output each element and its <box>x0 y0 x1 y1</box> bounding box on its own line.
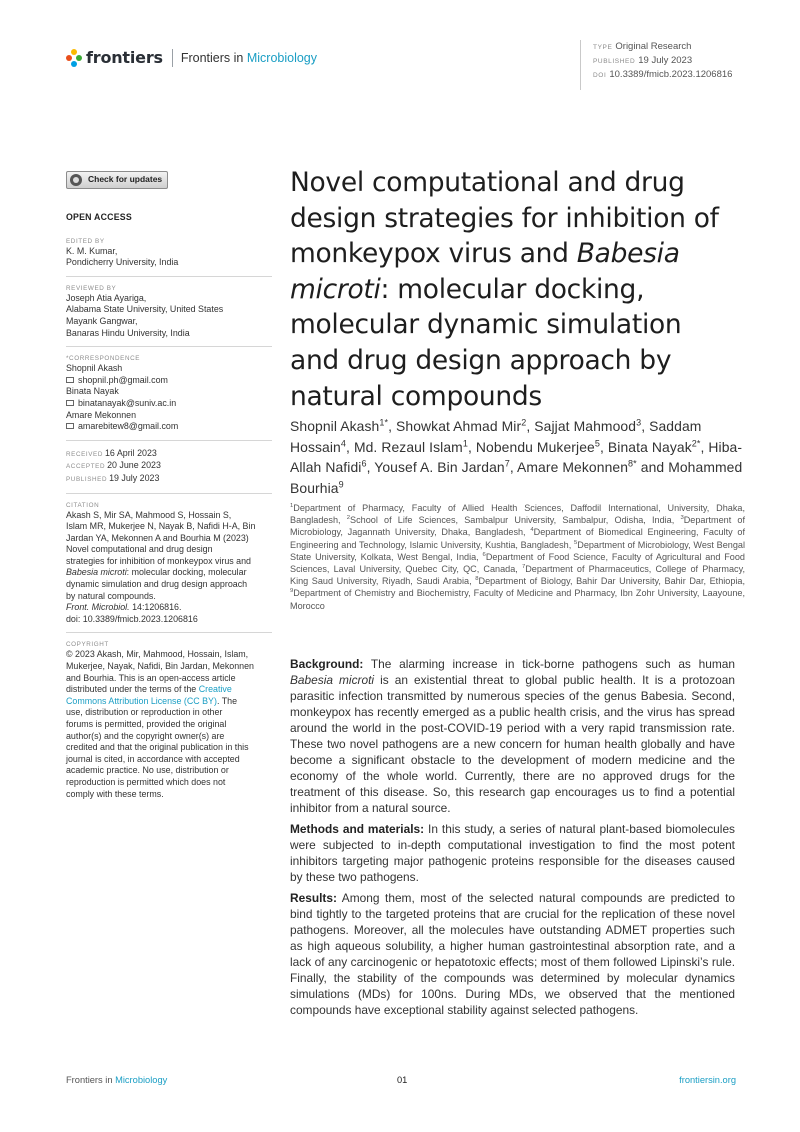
author-name: Shopnil Akash <box>290 418 380 434</box>
reviewed-by-label: REVIEWED BY <box>66 284 117 292</box>
author-affiliation-mark: 6 <box>361 458 367 469</box>
email-text: binatanayak@suniv.ac.in <box>78 397 177 408</box>
affiliation-text: Department of Chemistry and Biochemistry, Faculty of Medicine and Pharmacy, Ibn Zohr University, Laayoune, Morocco <box>290 588 745 611</box>
sidebar <box>66 171 272 800</box>
meta-published-value: 19 July 2023 <box>638 55 693 66</box>
affiliation-text: Department of Biology, Bahir Dar University, Bahir Dar, Ethiopia, <box>478 576 745 587</box>
meta-doi-value[interactable]: 10.3389/fmicb.2023.1206816 <box>609 69 733 80</box>
dates-section <box>66 448 272 494</box>
author-separator: , <box>388 418 396 434</box>
title-text: : molecular docking, molecular dynamic simulation and drug design approach by natural compounds <box>290 273 682 412</box>
author-name: Md. Rezaul Islam <box>353 438 463 455</box>
author-separator: , <box>366 459 375 476</box>
affiliation-mark: 7 <box>521 563 526 570</box>
refresh-icon <box>70 174 82 186</box>
date-key: RECEIVED <box>66 450 103 458</box>
meta-type <box>593 40 732 54</box>
author-affiliation-mark: 4 <box>340 437 347 448</box>
copyright-line: reproduction is permitted which does not <box>66 776 226 787</box>
affiliation-text: Department of Microbiology, Jagannath University, Dhaka, Bangladesh, <box>290 515 746 538</box>
citation-journal <box>66 602 272 614</box>
affiliation <box>346 515 684 526</box>
author[interactable] <box>476 439 600 455</box>
envelope-icon <box>66 377 74 383</box>
copyright-section <box>66 640 272 800</box>
license-link[interactable]: Creative <box>198 684 232 695</box>
check-for-updates-button[interactable] <box>66 171 168 189</box>
copyright-line: forums is permitted, provided the original <box>66 719 227 729</box>
date-key: PUBLISHED <box>66 475 108 483</box>
copyright-line <box>66 684 272 696</box>
brand-divider <box>172 49 173 67</box>
journal-accent: Microbiology <box>246 50 318 65</box>
author[interactable] <box>396 418 526 434</box>
edited-by-section <box>66 237 272 277</box>
editor-line: K. M. Kumar, <box>66 245 118 256</box>
author-separator: , <box>641 418 650 434</box>
author-separator: , <box>509 459 517 476</box>
author-affiliation-mark: 3 <box>636 417 642 428</box>
citation-line: dynamic simulation and drug design approach <box>66 579 248 590</box>
abstract-text: is an existential threat to global public health. It is a protozoan parasitic infection transmitted by numerous species of the genus Babesia. Second, monkeypox has recently emerged as a public health crisis, and the virus has spread around the world in the post-COVID-19 period with a very rapid transmission rate. These two novel pathogens are a new concern for human health globally and have become a significant obstacle to the development of modern medicine and the economy of the whole world. Currently, there are no approved drugs for the treatment of this disease. So, this research gap encourages us to find a potential inhibitor from a natural source. <box>290 673 735 815</box>
date-received <box>66 448 272 461</box>
author-name: Binata Nayak <box>607 438 692 455</box>
meta-type-key: TYPE <box>593 44 613 51</box>
abstract-results <box>290 890 735 1018</box>
author-name: Yousef A. Bin Jardan <box>374 459 505 476</box>
author-name: Amare Mekonnen <box>517 459 629 476</box>
editor-line: Pondicherry University, India <box>66 257 179 268</box>
copyright-line: comply with these terms. <box>66 788 164 799</box>
article-meta <box>580 40 732 90</box>
meta-published <box>593 54 732 68</box>
correspondence-section <box>66 354 272 441</box>
copyright-line: credited and that the original publication in this <box>66 742 249 753</box>
author-separator: and <box>636 459 669 476</box>
author-list <box>290 416 750 498</box>
meta-published-key: PUBLISHED <box>593 58 636 65</box>
journal-name[interactable] <box>181 51 317 65</box>
affiliation-text: Department of Biomedical Engineering, Faculty of Engineering and Technology, Islamic University, Kushtia, Bangladesh, <box>290 527 745 550</box>
email-text: amarebitew8@gmail.com <box>78 421 179 432</box>
abstract-text: In this study, a series of natural plant-based biomolecules were subjected to in-depth computational investigation to find the most potent inhibitors targeting major pathogenic proteins responsible for the diseases caused by these two pathogens. <box>290 822 735 884</box>
affiliation-mark: 4 <box>530 527 534 534</box>
open-access-label: OPEN ACCESS <box>66 212 132 222</box>
author-affiliation-mark: 2* <box>691 437 701 448</box>
copyright-text: . The <box>216 695 238 706</box>
author-name: Hiba-Allah Nafidi <box>290 438 743 476</box>
citation-line: Akash S, Mir SA, Mahmood S, Hossain S, <box>66 509 232 520</box>
citation-line: Novel computational and drug design <box>66 544 213 555</box>
author-affiliation-mark: 5 <box>594 437 600 448</box>
citation-line: Islam MR, Mukerjee N, Nayak B, Nafidi H-A, Bin <box>66 521 256 532</box>
affiliation-text: Department of Microbiology, West Bengal State University, Kolkata, West Bengal, India, <box>290 539 745 562</box>
species-name: Babesia microti <box>290 673 375 687</box>
correspondence-label: *CORRESPONDENCE <box>66 355 141 363</box>
license-link[interactable]: Commons Attribution License (CC BY) <box>66 695 217 706</box>
copyright-line: Mukerjee, Nayak, Nafidi, Bin Jardan, Mekonnen <box>66 661 254 672</box>
page-footer <box>66 1075 736 1089</box>
date-value: 20 June 2023 <box>107 460 161 471</box>
citation-doi[interactable]: doi: 10.3389/fmicb.2023.1206816 <box>66 613 198 624</box>
affiliation-text: Department of Pharmacy, Faculty of Allied Health Sciences, Daffodil International, University, Dhaka, Bangladesh, <box>290 503 745 526</box>
author[interactable] <box>354 439 468 455</box>
copyright-label: COPYRIGHT <box>66 641 109 649</box>
copyright-line: academic practice. No use, distribution or <box>66 765 229 776</box>
author[interactable] <box>290 418 388 434</box>
meta-doi <box>593 68 732 82</box>
author-affiliation-mark: 9 <box>338 479 344 490</box>
author-name: Nobendu Mukerjee <box>475 438 595 455</box>
affiliation-mark: 9 <box>290 588 294 595</box>
affiliation-mark: 1 <box>290 502 294 509</box>
footer-journal[interactable] <box>66 1075 167 1085</box>
author-affiliation-mark: 7 <box>504 458 510 469</box>
affiliation-mark: 2 <box>346 515 351 522</box>
frontiers-logo-icon <box>66 49 82 67</box>
abstract-text: The alarming increase in tick-borne pathogens such as human <box>363 657 735 671</box>
author[interactable] <box>608 439 701 455</box>
check-for-updates-label: Check for updates <box>88 174 163 185</box>
correspondent-name: Binata Nayak <box>66 386 119 397</box>
meta-type-value: Original Research <box>615 41 692 52</box>
email-text: shopnil.ph@gmail.com <box>78 374 168 385</box>
species-name: Babesia microti <box>66 567 127 578</box>
author-name: Sajjat Mahmood <box>534 418 637 434</box>
affiliation-list <box>290 502 745 612</box>
journal-abbrev: Front. Microbiol. <box>66 602 130 613</box>
author-separator: , <box>600 438 608 455</box>
reviewed-by-section <box>66 284 272 347</box>
citation-section <box>66 501 272 634</box>
title-text: Novel computational and drug design strategies for inhibition of monkeypox virus and <box>290 167 719 270</box>
affiliation-text: Department of Food Science, Faculty of Agricultural and Food Sciences, Laval University, Quebec City, QC, Canada, <box>290 551 745 575</box>
footer-journal-accent: Microbiology <box>115 1075 168 1085</box>
author-affiliation-mark: 8* <box>628 458 637 469</box>
envelope-icon <box>66 400 74 406</box>
affiliation-mark: 5 <box>573 539 578 546</box>
brand[interactable] <box>66 48 317 67</box>
affiliation-mark: 3 <box>680 515 684 522</box>
copyright-line: journal is cited, in accordance with accepted <box>66 753 240 764</box>
abstract-text: Among them, most of the selected natural compounds are predicted to bind tightly to the targeted proteins that are crucial for the replication of these novel pathogens. Moreover, all the molecules have outstanding ADMET properties such as high aqueous solubility, a higher human gastrointestinal absorption rate, and a lack of any carcinogenic or hepatotoxic effects; most of them followed Lipinski’s rule. Finally, the stability of the compounds was determined by molecular dynamics simulations (MDs) for 100ns. During MDs, we observed that the mentioned compounds have exceptional stability against selected pathogens. <box>290 891 735 1017</box>
author[interactable] <box>374 459 510 475</box>
affiliation-text: Department of Pharmaceutics, College of Pharmacy, King Saud University, Riyadh, Saudi Arabia, <box>290 564 745 587</box>
date-key: ACCEPTED <box>66 463 106 471</box>
date-published <box>66 473 272 486</box>
article-title <box>290 165 730 414</box>
section-heading: Background: <box>290 657 364 671</box>
citation-line: strategies for inhibition of monkeypox virus and <box>66 555 251 566</box>
author-separator: , <box>526 418 535 434</box>
meta-doi-key: DOI <box>593 72 607 79</box>
copyright-line <box>66 696 272 708</box>
correspondent-name: Shopnil Akash <box>66 363 123 374</box>
brand-name: frontiers <box>86 48 163 67</box>
journal-prefix: Frontiers in <box>180 50 247 65</box>
date-value: 19 July 2023 <box>109 472 160 483</box>
envelope-icon <box>66 423 74 429</box>
copyright-line: © 2023 Akash, Mir, Mahmood, Hossain, Islam, <box>66 649 249 660</box>
footer-site-link[interactable]: frontiersin.org <box>679 1075 736 1085</box>
abstract-background <box>290 656 735 816</box>
affiliation-text: School of Life Sciences, Sambalpur University, Sambalpur, Odisha, India, <box>350 515 681 526</box>
author-affiliation-mark: 2 <box>521 417 527 428</box>
copyright-line: and Bourhia. This is an open-access article <box>66 672 236 683</box>
author-name: Showkat Ahmad Mir <box>396 418 522 434</box>
reviewer-line: Banaras Hindu University, India <box>66 327 190 338</box>
author-name: Saddam Hossain <box>290 418 702 455</box>
copyright-text: distributed under the terms of the <box>66 684 199 695</box>
title-species: Babesia microti <box>290 238 680 305</box>
section-heading: Results: <box>290 891 337 905</box>
page-number: 01 <box>397 1075 408 1085</box>
citation-line: by natural compounds. <box>66 590 156 601</box>
reviewer-line: Alabama State University, United States <box>66 304 224 315</box>
correspondent-email[interactable] <box>66 375 272 387</box>
footer-journal-prefix: Frontiers in <box>66 1075 116 1085</box>
edited-by-label: EDITED BY <box>66 237 105 245</box>
citation-volume: 14:1206816. <box>129 602 182 613</box>
correspondent-email[interactable] <box>66 421 272 433</box>
reviewer-line: Joseph Atia Ayariga, <box>66 292 147 303</box>
abstract-methods <box>290 821 735 885</box>
date-value: 16 April 2023 <box>105 447 157 458</box>
author-separator: , <box>346 438 354 455</box>
author[interactable] <box>534 418 641 434</box>
date-accepted <box>66 460 272 473</box>
abstract <box>290 656 735 1023</box>
citation-label: CITATION <box>66 501 100 509</box>
citation-text: : molecular docking, molecular <box>126 567 247 578</box>
citation-line: Jardan YA, Mekonnen A and Bourhia M (2023) <box>66 532 249 543</box>
correspondent-name: Amare Mekonnen <box>66 409 137 420</box>
copyright-line: use, distribution or reproduction in other <box>66 707 223 718</box>
affiliation <box>290 588 745 610</box>
citation-line <box>66 567 272 579</box>
author-affiliation-mark: 1* <box>379 417 389 428</box>
reviewer-line: Mayank Gangwar, <box>66 315 138 326</box>
correspondent-email[interactable] <box>66 398 272 410</box>
author-separator: , <box>467 438 476 455</box>
author[interactable] <box>517 459 637 475</box>
author-name: Mohammed Bourhia <box>290 459 743 496</box>
author-affiliation-mark: 1 <box>462 437 468 448</box>
section-heading: Methods and materials: <box>290 822 425 836</box>
copyright-line: author(s) and the copyright owner(s) are <box>66 730 225 741</box>
affiliation-mark: 6 <box>482 551 486 558</box>
affiliation <box>475 576 745 586</box>
affiliation-mark: 8 <box>475 576 479 583</box>
author-separator: , <box>700 438 709 455</box>
